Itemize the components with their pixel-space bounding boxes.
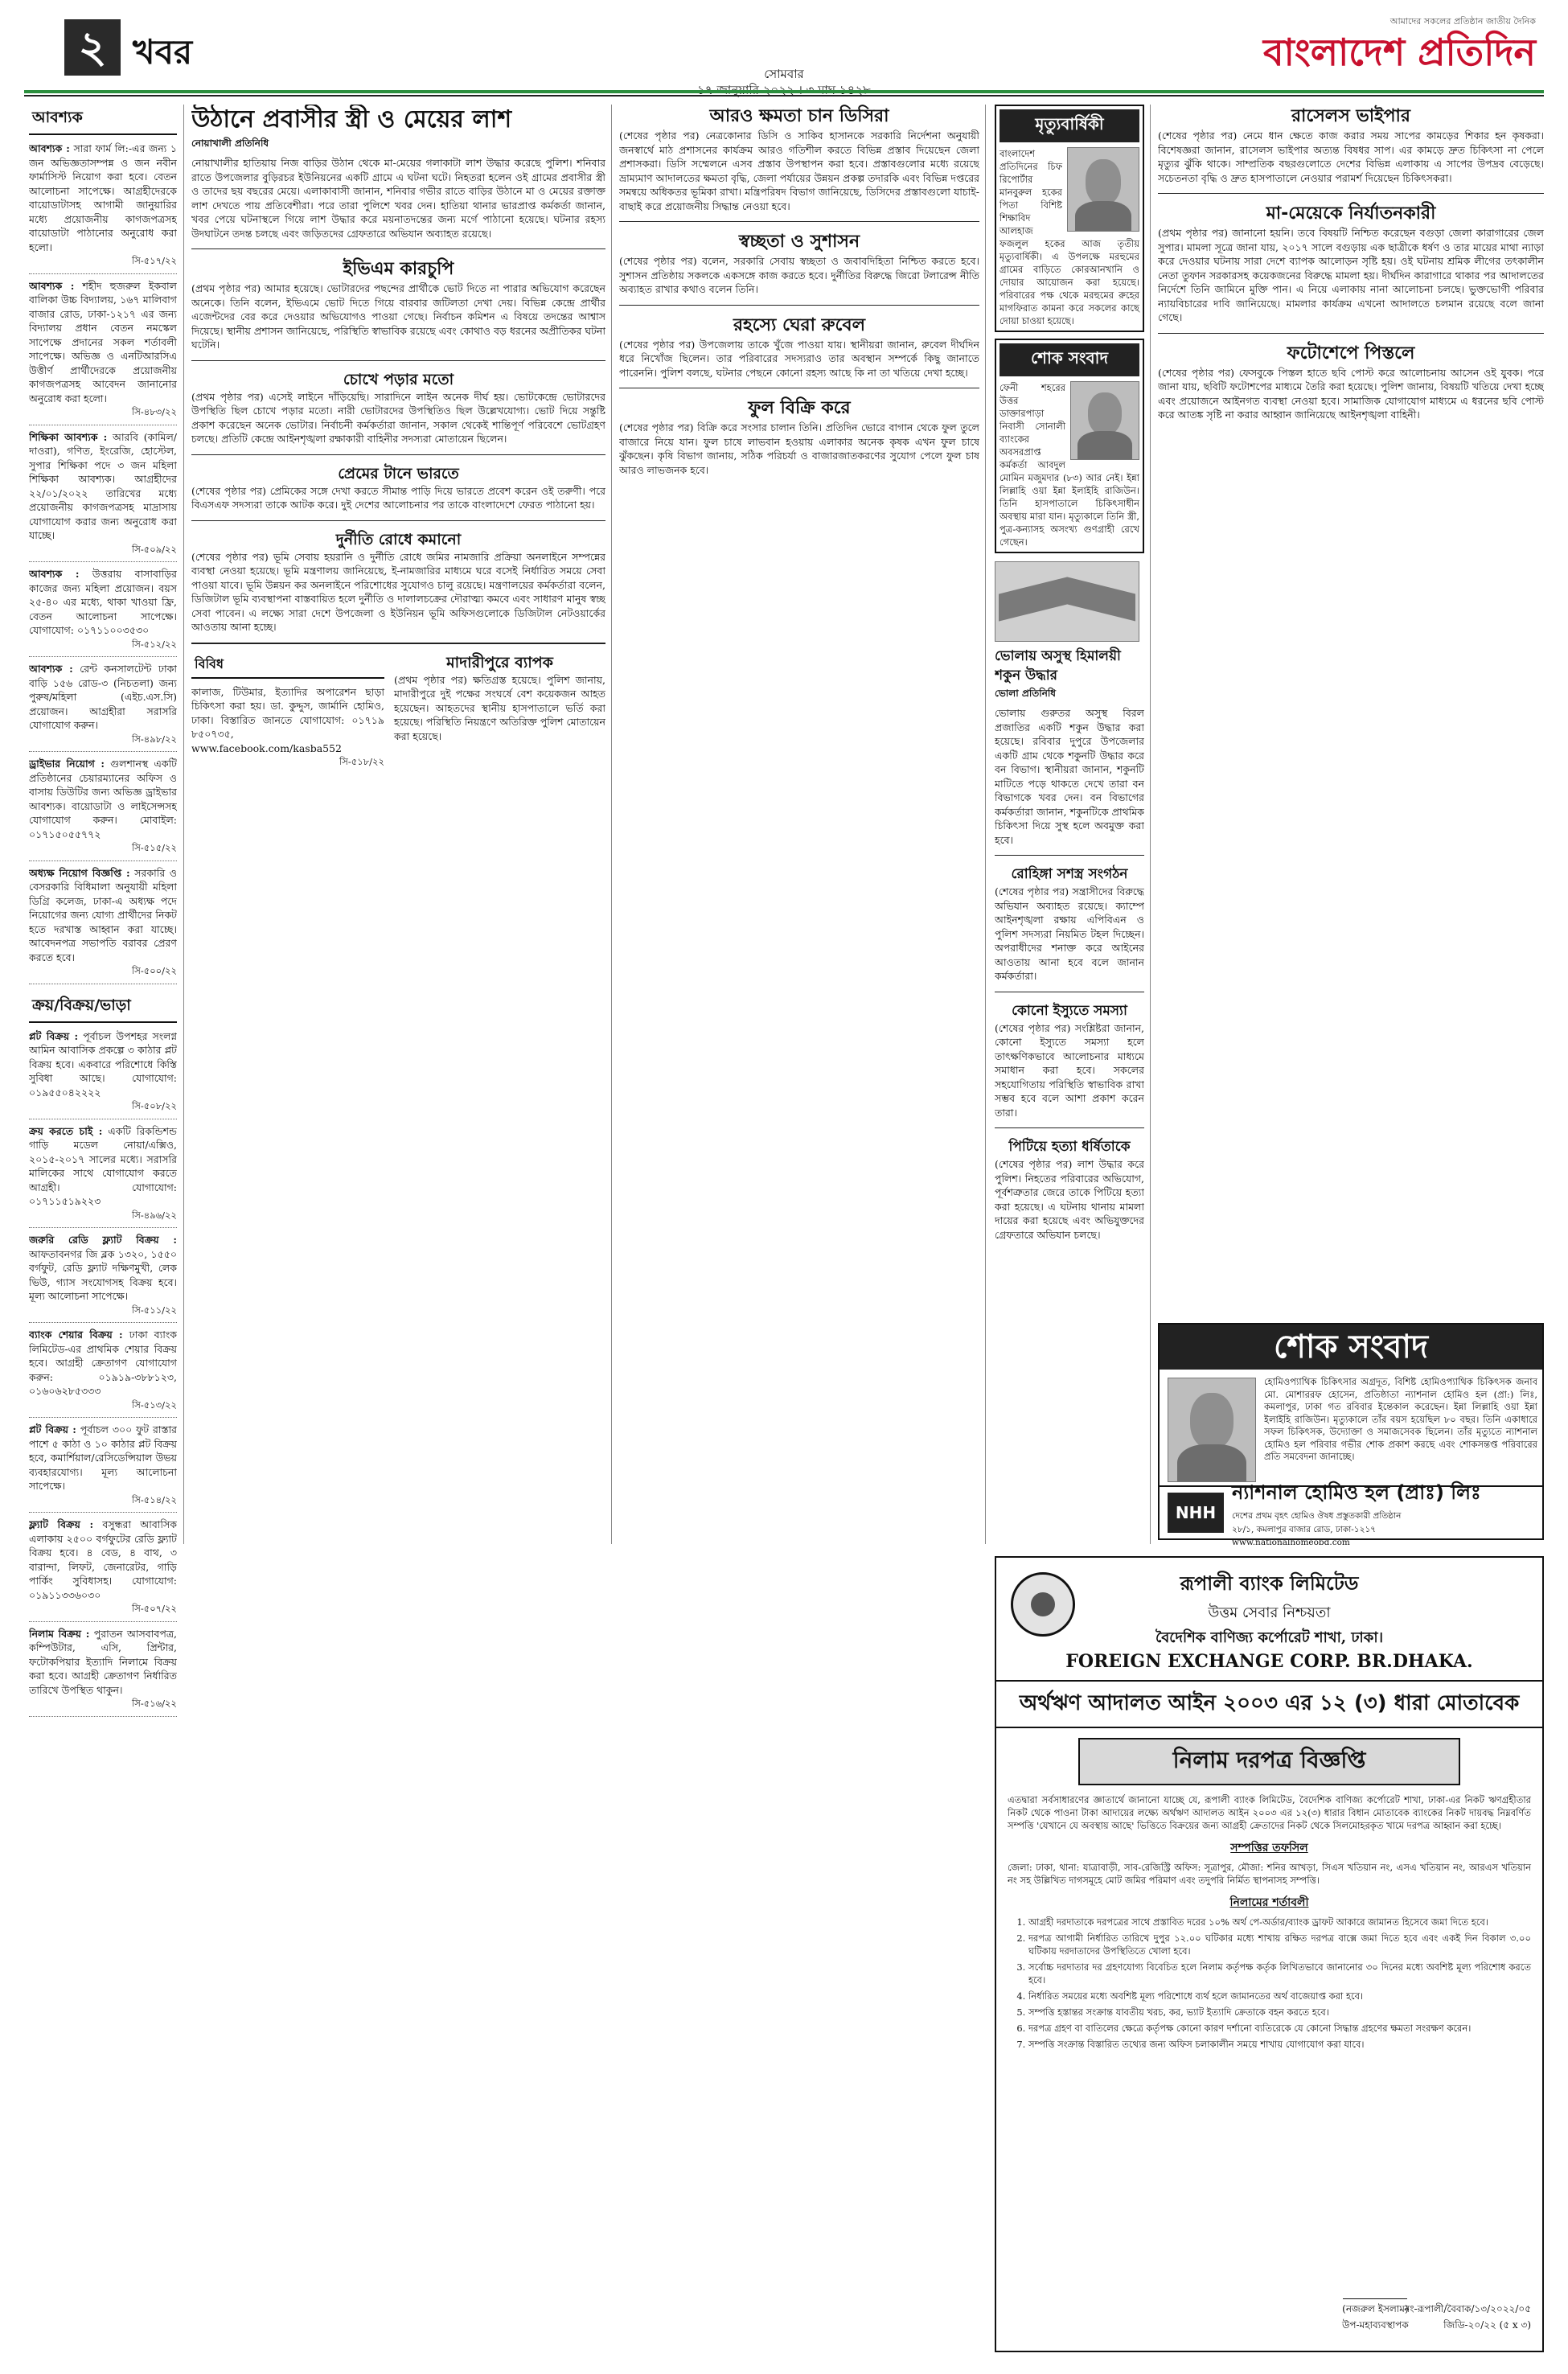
bank-branch: বৈদেশিক বাণিজ্য কর্পোরেট শাখা, ঢাকা।	[1155, 1629, 1384, 1646]
classified-ad-code: সি-৪৯৬/২২	[131, 1209, 177, 1221]
story-headline: দুর্নীতি রোধে কমানো	[335, 530, 462, 548]
column-two	[191, 105, 605, 2356]
condolence-text: ফেনী শহরের উত্তর ডাক্তারপাড়া নিবাসী সোনালী ব্যাংকের অবসরপ্রাপ্ত কর্মকর্তা আবদুল মোমিন মজুমদার (৮৩) আর নেই। ইন্না লিল্লাহি ওয়া ইন্না ইলাইহি রাজিউন। তিনি হাসপাতালে চিকিৎসাধীন অবস্থায় মারা যান। মৃত্যুকালে তিনি স্ত্রী, পুত্র-কন্যাসহ অসংখ্য গুণগ্রাহী রেখে গেছেন।	[999, 382, 1139, 548]
classified-ad-text: পুরাতন আসবাবপত্র, কম্পিউটার, এসি, প্রিন্টার, ফটোকপিয়ার ইত্যাদি নিলামে বিক্রয় করা হবে। আগ্রহী ক্রেতাগণ নির্ধারিত তারিখে উপস্থিত থাকুন।	[29, 1627, 177, 1696]
classified-ad-code: সি-৫০৯/২২	[131, 543, 177, 555]
classified-ad-text: গুলশানস্থ একটি প্রতিষ্ঠানের চেয়ারম্যানের অফিস ও বাসায় ডিউটির জন্য অভিজ্ঞ ড্রাইভার আবশ্যক। বায়োডাটা ও লাইসেন্সসহ যোগাযোগ করুন। মোবাইল: ০১৭১৫০৫৫৭৭২	[29, 758, 177, 840]
story-body: (শেষের পৃষ্ঠার পর) বিক্রি করে সংসার চালান তিনি। প্রতিদিন ভোরে বাগান থেকে ফুল তুলে বাজারে নিয়ে যান। ফুল চাষে লাভবান হওয়ায় এলাকার অনেক কৃষক এখন ফুল চাষে ঝুঁকছেন। কৃষি বিভাগ জানায়, সঠিক পরিচর্যা ও বাজারজাতকরণের সুযোগ পেলে ফুল চাষ আরও লাভজনক হবে।	[619, 421, 979, 476]
story-body: (শেষের পৃষ্ঠার পর) ফেসবুকে পিস্তল হাতে ছবি পোস্ট করে আলোচনায় আসেন ওই যুবক। পরে জানা যায়, ছবিটি ফটোশপের মাধ্যমে তৈরি করা হয়েছে। পুলিশ জানায়, বিষয়টি খতিয়ে দেখা হচ্ছে এবং প্রয়োজনে আইনগত ব্যবস্থা নেওয়া হবে। সামাজিক যোগাযোগ মাধ্যমে এ ধরনের ছবি পোস্ট করে আতঙ্ক সৃষ্টি না করার আহ্বান জানিয়েছে আইনশৃঙ্খলা বাহিনী।	[1158, 366, 1544, 421]
column-divider	[183, 105, 184, 1544]
masthead-tagline: আমাদের সকলের প্রতিষ্ঠান জাতীয় দৈনিক	[1389, 16, 1536, 27]
sale-list	[29, 1029, 177, 1717]
classified-ad-heading: জরুরি রেডি ফ্ল্যাট বিক্রয় :	[29, 1234, 177, 1246]
classified-ad-text: রেন্ট কনসালটেন্ট ঢাকা বাড়ি ১৫৬ রোড-৩ (নিচতলা) জন্য পুরুষ/মহিলা (এইচ.এস.সি) প্রয়োজন। আগ্রহীরা সরাসরি যোগাযোগ করুন।	[29, 663, 177, 731]
sale-heading: ক্রয়/বিক্রয়/ভাড়া	[29, 992, 177, 1023]
story-headline: রহস্যে ঘেরা রুবেল	[733, 314, 866, 335]
classified-ad-heading: আবশ্যক :	[29, 142, 70, 154]
classified-ad-text: পূর্বাচল ৩০০ ফুট রাস্তার পাশে ৫ কাঠা ও ১০ কাঠার প্লট বিক্রয় হবে, কমার্শিয়াল/রেসিডেন্সিয়াল উভয় ব্যবহারযোগ্য। মূল্য আলোচনা সাপেক্ষে।	[29, 1423, 177, 1492]
classified-ad-heading: প্লট বিক্রয় :	[29, 1423, 76, 1435]
company-address: ২৮/১, কমলাপুর বাজার রোড, ঢাকা-১২১৭	[1232, 1525, 1377, 1534]
classified-ad-text: আরবি (কামিল/দাওরা), গণিত, ইংরেজি, হোস্টেল, সুপার শিক্ষিকা পদে ৩ জন মহিলা শিক্ষিকা আবশ্যক। আগ্রহীদের ২২/০১/২০২২ তারিখের মধ্যে প্রয়োজনীয় কাগজপত্রসহ মাদ্রাসায় যোগাযোগ করার জন্য অনুরোধ করা যাচ্ছে।	[29, 430, 177, 541]
column-five-stories	[1158, 105, 1544, 422]
rule	[995, 1127, 1144, 1128]
column-three-stories	[619, 105, 979, 477]
classified-ad-code: সি-৫০০/২২	[131, 965, 177, 976]
story	[619, 388, 979, 477]
story	[619, 305, 979, 380]
classified-ad-text: আফতাবনগর জি ব্লক ১৩২০, ১৫৫০ বর্গফুট, রেডি ফ্ল্যাট দক্ষিণমুখী, লেক ভিউ, গ্যাস সংযোগসহ বিক্রয় হবে। মূল্য আলোচনা সাপেক্ষে।	[29, 1247, 177, 1302]
column-four	[995, 105, 1144, 1544]
classified-ad-code: সি-৫১২/২২	[131, 638, 177, 650]
section-title: খবর	[133, 32, 193, 72]
story	[1158, 193, 1544, 325]
company-subtitle: দেশের প্রথম বৃহৎ হোমিও ঔষধ প্রস্তুতকারী প্রতিষ্ঠান	[1232, 1511, 1402, 1521]
story-headline: ফটোশেপে পিস্তলে	[1287, 343, 1415, 363]
classified-ad-text: ঢাকা ব্যাংক লিমিটেড-এর প্রাথমিক শেয়ার বিক্রয় হবে। আগ্রহী ক্রেতাগণ যোগাযোগ করুন: ০১৯১৯-৩৮৮১২৩, ০১৬০৬২৮৫৩৩৩	[29, 1329, 177, 1397]
classified-ad-heading: ক্রয় করতে চাই :	[29, 1124, 103, 1137]
bank-branch-english: FOREIGN EXCHANGE CORP. BR.DHAKA.	[1065, 1651, 1473, 1672]
classified-ad-heading: শিক্ষিকা আবশ্যক :	[29, 430, 108, 443]
story-body: (প্রথম পৃষ্ঠার পর) এসেই লাইনে দাঁড়িয়েছি। সারাদিনে লাইন অনেক দীর্ঘ হয়। ভোটকেন্দ্রে ভোটারদের উপস্থিতি ছিল চোখে পড়ার মতো। নারী ভোটারদের উপস্থিতিও ছিল উল্লেখযোগ্য। ভোট দিয়ে সন্তুষ্টি প্রকাশ করেছেন অনেক ভোটার। নির্বাচনী কর্মকর্তারা জানান, সকাল থেকেই শান্তিপূর্ণ পরিবেশে ভোটগ্রহণ চলছে। প্রতিটি কেন্দ্রে আইনশৃঙ্খলা রক্ষাকারী বাহিনীর সদস্যরা মোতায়েন ছিলেন।	[191, 390, 605, 445]
auction-terms-list	[996, 1916, 1542, 2051]
story-body: (শেষের পৃষ্ঠার পর) ভূমি সেবায় হয়রানি ও দুর্নীতি রোধে জমির নামজারি প্রক্রিয়া অনলাইনে সম্পন্নের ব্যবস্থা নেওয়া হয়েছে। ভূমি মন্ত্রণালয় জানিয়েছে, ই-নামজারির মাধ্যমে ঘরে বসেই নির্ধারিত সময়ে সেবা পাওয়া যাবে। ভূমি উন্নয়ন কর অনলাইনে পরিশোধের সুযোগও চালু রয়েছে। মন্ত্রণালয়ের কর্মকর্তারা বলেন, ডিজিটাল ভূমি ব্যবস্থাপনা বাস্তবায়িত হলে দুর্নীতি ও দালালচক্রের দৌরাত্ম্য কমবে এবং সাধারণ মানুষ স্বচ্ছ সেবা পাবেন। এ লক্ষ্যে সারা দেশে উপজেলা ও ইউনিয়ন ভূমি অফিসগুলোকে ডিজিটাল নেটওয়ার্কের আওতায় আনা হচ্ছে।	[191, 550, 605, 633]
classified-ad-text: সরকারি ও বেসরকারি বিধিমালা অনুযায়ী মহিলা ডিগ্রি কলেজ, ঢাকা-এ অধ্যক্ষ পদে নিয়োগের জন্য যোগ্য প্রার্থীদের নিকট হতে দরখাস্ত আহ্বান করা যাচ্ছে। আবেদনপত্র সভাপতি বরাবর প্রেরণ করতে হবে।	[29, 866, 177, 963]
auction-intro: এতদ্বারা সর্বসাধারণের জ্ঞাতার্থে জানানো যাচ্ছে যে, রূপালী ব্যাংক লিমিটেড, বৈদেশিক বাণিজ্য কর্পোরেট শাখা, ঢাকা-এর নিকট ঋণগ্রহীতার নিকট থেকে পাওনা টাকা আদায়ের লক্ষ্যে অর্থঋণ আদালত আইন ২০০৩ এর ১২(৩) ধারার বিধান মোতাবেক ব্যাংকের নিকট দায়বদ্ধ নিম্নবর্ণিত সম্পত্তি 'যেখানে যে অবস্থায় আছে' ভিত্তিতে বিক্রয়ের জন্য আগ্রহী ক্রেতাদের নিকট থেকে সিলমোহরকৃত খামে দরপত্র আহ্বান করা হচ্ছে।	[1008, 1794, 1531, 1831]
notice-reference	[1404, 2302, 1531, 2335]
classified-ad	[29, 279, 177, 425]
auction-term: 5. সম্পত্তি হস্তান্তর সংক্রান্ত যাবতীয় খরচ, কর, ভ্যাট ইত্যাদি ক্রেতাকে বহন করতে হবে।	[1028, 2006, 1531, 2019]
classified-ad	[29, 662, 177, 752]
classified-ad-text: উত্তরায় বাসাবাড়ির কাজের জন্য মহিলা প্রয়োজন। বয়স ২৫-৪০ এর মধ্যে, থাকা খাওয়া ফ্রি, বেতন আলোচনা সাপেক্ষে। যোগাযোগ: ০১৭১১০০৩৫৩০	[29, 568, 177, 636]
classified-ad	[29, 1518, 177, 1622]
bank-header	[996, 1558, 1542, 1672]
story-headline: মা-মেয়েকে নির্যাতনকারী	[1266, 203, 1436, 224]
misc-story	[394, 652, 605, 771]
lead-headline: উঠানে প্রবাসীর স্ত্রী ও মেয়ের লাশ	[191, 105, 512, 133]
story-headline: প্রেমের টানে ভারতে	[338, 464, 459, 483]
page-number: ২	[64, 19, 121, 76]
obituary-box	[995, 105, 1144, 332]
notice-ref-number: নং-রূপালী/বৈবাক/১৩/২০২২/০৫	[1404, 2303, 1531, 2314]
bank-auction-notice	[995, 1556, 1544, 2352]
auction-term: 1. আগ্রহী দরদাতাকে দরপত্রের সাথে প্রস্তাবিত দরের ১০% অর্থ পে-অর্ডার/ব্যাংক ড্রাফট আকারে জামানত হিসেবে জমা দিতে হবে।	[1028, 1916, 1531, 1928]
classified-ad-code: সি-৫০৭/২২	[131, 1603, 177, 1614]
classified-ad-heading: ফ্ল্যাট বিক্রয় :	[29, 1518, 94, 1530]
story-headline: ইভিএম কারচুপি	[343, 259, 454, 279]
lead-byline: নোয়াখালী প্রতিনিধি	[191, 138, 269, 149]
condolence-box	[995, 339, 1144, 553]
classified-ad	[29, 866, 177, 984]
story-body: (শেষের পৃষ্ঠার পর) নেমে ধান ক্ষেতে কাজ করার সময় সাপের কামড়ের শিকার হন কৃষকরা। বিশেষজ্ঞরা জানান, রাসেলস ভাইপার অত্যন্ত বিষধর সাপ। এর কামড়ে দ্রুত চিকিৎসা না পেলে মৃত্যুর ঝুঁকি থাকে। সাম্প্রতিক বছরগুলোতে দেশের বিভিন্ন এলাকায় এ সাপের উপদ্রব বেড়েছে। সচেতনতা বৃদ্ধি ও দ্রুত হাসপাতালে নেওয়ার পরামর্শ দিয়েছেন চিকিৎসকরা।	[1158, 129, 1544, 184]
auction-notice-title: নিলাম দরপত্র বিজ্ঞপ্তি	[1078, 1738, 1460, 1785]
classified-ad-heading: অধ্যক্ষ নিয়োগ বিজ্ঞপ্তি :	[29, 866, 130, 879]
story-headline: আরও ক্ষমতা চান ডিসিরা	[709, 106, 889, 126]
classified-list	[29, 142, 177, 984]
masthead	[1263, 14, 1536, 75]
classified-ad	[29, 430, 177, 563]
column-divider	[1150, 105, 1151, 1544]
story-body: (শেষের পৃষ্ঠার পর) নেত্রকোনার ডিসি ও সাকিব হাসানকে সরকারি নির্দেশনা অনুযায়ী জনস্বার্থে মাঠ প্রশাসনের কার্যক্রম আরও গতিশীল করতে বিভিন্ন প্রস্তাব দিয়েছেন জেলা প্রশাসকরা। ডিসি সম্মেলনে এসব প্রস্তাব উপস্থাপন করা হবে। প্রস্তাবগুলোর মধ্যে রয়েছে ভ্রাম্যমাণ আদালতের ক্ষমতা বৃদ্ধি, জেলা পর্যায়ের উন্নয়ন প্রকল্প তদারকি এবং বিভিন্ন দপ্তরের সমন্বয়ে অধিকতর ভূমিকা রাখা। মন্ত্রিপরিষদ বিভাগ জানিয়েছে, ডিসিদের প্রস্তাবগুলো যাচাই-বাছাই করে প্রয়োজনীয় সিদ্ধান্ত নেওয়া হবে।	[619, 129, 979, 212]
column-five	[1158, 105, 1544, 1311]
property-schedule-text: জেলা: ঢাকা, থানা: যাত্রাবাড়ী, সাব-রেজিস্ট্রি অফিস: সূত্রাপুর, মৌজা: শনির আখড়া, সিএস খতিয়ান নং, এসএ খতিয়ান নং, আরএস খতিয়ান নং সহ উল্লিখিত দাগসমূহে মোট জমির পরিমাণ এবং তদুপরি নির্মিত স্থাপনাসহ সম্পত্তি।	[1008, 1862, 1531, 1886]
obituary-text: বাংলাদেশ প্রতিদিনের চিফ রিপোর্টার মানবুরুল হকের পিতা বিশিষ্ট শিক্ষাবিদ আলহাজ ফজলুল হকের আজ তৃতীয় মৃত্যুবার্ষিকী। এ উপলক্ষে মরহুমের গ্রামের বাড়িতে কোরআনখানি ও দোয়ার আয়োজন করা হয়েছে। পরিবারের পক্ষ থেকে মরহুমের রুহের মাগফিরাত কামনা করে সকলের কাছে দোয়া চাওয়া হয়েছে।	[999, 148, 1139, 327]
company-name: ন্যাশনাল হোমিও হল (প্রাঃ) লিঃ	[1232, 1481, 1481, 1504]
day: সোমবার	[764, 67, 804, 81]
signer-name: (নজরুল ইসলাম)	[1342, 2303, 1409, 2314]
story-headline: রাসেলস ভাইপার	[1291, 106, 1411, 126]
classified-ad-text: একটি রিকন্ডিশন্ড গাড়ি মডেল নোয়া/এক্সিও, ২০১৫-২০১৭ সালের মধ্যে। সরাসরি মালিকের সাথে যোগাযোগ করতে আগ্রহী। যোগাযোগ: ০১৭১১৫১৯২২৩	[29, 1124, 177, 1207]
problem-body: (শেষের পৃষ্ঠার পর) সংশ্লিষ্টরা জানান, কোনো ইস্যুতে সমস্যা হলে তাৎক্ষণিকভাবে আলোচনার মাধ্যমে সমাধান করা হবে। সকলের সহযোগিতায় পরিস্থিতি স্বাভাবিক রাখা সম্ভব হবে বলে আশা প্রকাশ করেন তারা।	[995, 1021, 1144, 1119]
classified-ad-heading: আবশ্যক :	[29, 279, 75, 292]
vulture-byline: ভোলা প্রতিনিধি	[995, 688, 1057, 699]
classified-ad-text: শহীদ হুজরুল ইকবাল বালিকা উচ্চ বিদ্যালয়, ১৬৭ মালিবাগ বাজার রোড, ঢাকা-১২১৭ এর জন্য বিদ্যালয় প্রধান বেতন নমস্কেল সাপেক্ষে প্রদানের সকল শর্তাবলী সাপেক্ষে। অভিজ্ঞ ও এনটিআরসিএ উত্তীর্ণ প্রার্থীদেরকে প্রয়োজনীয় কাগজপত্রসহ আবেদন জানানোর অনুরোধ করা হলো।	[29, 279, 177, 405]
signature-scribble	[1343, 2280, 1407, 2299]
classified-ad-heading: ব্যাংক শেয়ার বিক্রয় :	[29, 1329, 123, 1341]
classified-ad	[29, 1328, 177, 1418]
story	[1158, 105, 1544, 185]
vulture-body: ভোলায় গুরুতর অসুস্থ বিরল প্রজাতির একটি শকুন উদ্ধার করা হয়েছে। রবিবার দুপুরে উপজেলার একটি গ্রাম থেকে শকুনটি উদ্ধার করে বন বিভাগ। স্থানীয়রা জানান, শকুনটি মাটিতে পড়ে থাকতে দেখে তারা বন বিভাগকে খবর দেন। বন বিভাগের কর্মকর্তারা জানান, শকুনটিকে প্রাথমিক চিকিৎসা দিয়ে সুস্থ হলে অবমুক্ত করা হবে।	[995, 707, 1144, 846]
property-schedule-heading: সম্পত্তির তফসিল	[1230, 1842, 1308, 1854]
beaten-body: (শেষের পৃষ্ঠার পর) লাশ উদ্ধার করে পুলিশ। নিহতের পরিবারের অভিযোগ, পূর্বশত্রুতার জেরে তাকে পিটিয়ে হত্যা করা হয়েছে। এ ঘটনায় থানায় মামলা দায়ের করা হয়েছে এবং অভিযুক্তদের গ্রেফতারে অভিযান চলছে।	[995, 1158, 1144, 1241]
auction-term: 3. সর্বোচ্চ দরদাতার দর গ্রহণযোগ্য বিবেচিত হলে নিলাম কর্তৃপক্ষ কর্তৃক লিখিতভাবে জানানোর ৩০ দিনের মধ্যে অবশিষ্ট মূল্য পরিশোধ করতে হবে।	[1028, 1961, 1531, 1986]
notice-ref-code: জিডি-২০/২২ (৫ x ৩)	[1443, 2319, 1531, 2331]
condolence-ad-photo	[1168, 1378, 1256, 1482]
story	[1158, 333, 1544, 422]
company-info	[1232, 1478, 1481, 1547]
bank-law-reference: অর্থঋণ আদালত আইন ২০০৩ এর ১২ (৩) ধারা মোতাবেক	[996, 1680, 1542, 1728]
obituary-heading: মৃত্যুবার্ষিকী	[999, 109, 1139, 142]
condolence-photo	[1070, 381, 1139, 460]
story-headline: চোখে পড়ার মতো	[343, 370, 454, 388]
rohingya-body: (শেষের পৃষ্ঠার পর) সন্ত্রাসীদের বিরুদ্ধে অভিযান অব্যাহত রয়েছে। ক্যাম্পে আইনশৃঙ্খলা রক্ষায় এপিবিএন ও পুলিশ সদস্যরা নিয়মিত টহল দিচ্ছেন। অপরাধীদের শনাক্ত করে আইনের আওতায় আনা হবে বলে জানান কর্মকর্তারা।	[995, 885, 1144, 982]
header-rule	[24, 90, 1544, 93]
obituary-photo	[1067, 147, 1139, 232]
story	[191, 454, 605, 512]
classifieds-column	[29, 105, 177, 2356]
bank-tagline: উত্তম সেবার নিশ্চয়তা	[1208, 1604, 1331, 1621]
classified-ad-code: সি-৫১৬/২২	[131, 1698, 177, 1709]
story	[191, 520, 605, 635]
rohingya-headline: রোহিঙ্গা সশস্ত্র সংগঠন	[1011, 866, 1128, 882]
classified-heading: আবশ্যক	[29, 105, 177, 135]
story-body: (শেষের পৃষ্ঠার পর) প্রেমিকের সঙ্গে দেখা করতে সীমান্ত পাড়ি দিয়ে ভারতে প্রবেশ করেন ওই তরুণী। পরে বিএসএফ সদস্যরা তাকে আটক করে। দুই দেশের আলোচনার পর তাকে বাংলাদেশে ফেরত পাঠানো হয়।	[191, 484, 605, 511]
auction-term: 7. সম্পত্তি সংক্রান্ত বিস্তারিত তথ্যের জন্য অফিস চলাকালীন সময়ে শাখায় যোগাযোগ করা যাবে।	[1028, 2038, 1531, 2051]
rule	[191, 248, 605, 249]
beaten-headline: পিটিয়ে হত্যা ধর্ষিতাকে	[1008, 1139, 1131, 1155]
condolence-ad-title: শোক সংবাদ	[1160, 1325, 1542, 1370]
auction-terms-heading: নিলামের শর্তাবলী	[1229, 1896, 1309, 1909]
column-divider	[611, 105, 612, 1544]
classified-ad-code: সি-৫০৮/২২	[131, 1100, 177, 1111]
rule	[619, 305, 979, 306]
rule	[191, 360, 605, 361]
story	[619, 105, 979, 213]
rule	[191, 520, 605, 521]
auction-term: 6. দরপত্র গ্রহণ বা বাতিলের ক্ষেত্রে কর্তৃপক্ষ কোনো কারণ দর্শানো ব্যতিরেকে যে কোনো সিদ্ধান্ত গ্রহণের ক্ষমতা সংরক্ষণ করেন।	[1028, 2022, 1531, 2035]
column-divider	[985, 105, 986, 1544]
story-body: (শেষের পৃষ্ঠার পর) উপজেলায় তাকে খুঁজে পাওয়া যায়। স্থানীয়রা জানান, রুবেল দীর্ঘদিন ধরে নিখোঁজ ছিলেন। তার পরিবারের সদস্যরাও তার অবস্থান সম্পর্কে কিছু জানাতে পারেননি। পুলিশ বলছে, ঘটনার পেছনে কোনো রহস্য আছে কি না তা খতিয়ে দেখা হচ্ছে।	[619, 338, 979, 379]
classified-ad	[29, 142, 177, 274]
classified-ad-heading: আবশ্যক :	[29, 568, 80, 580]
classified-ad-heading: আবশ্যক :	[29, 663, 73, 675]
classified-ad	[29, 567, 177, 657]
story-body: (শেষের পৃষ্ঠার পর) বলেন, সরকারি সেবায় স্বচ্ছতা ও জবাবদিহিতা নিশ্চিত করতে হবে। সুশাসন প্রতিষ্ঠায় সকলকে একসঙ্গে কাজ করতে হবে। দুর্নীতির বিরুদ্ধে জিরো টলারেন্স নীতি অব্যাহত রাখার কথাও বলেন তিনি।	[619, 255, 979, 295]
auction-term: 4. নির্ধারিত সময়ের মধ্যে অবশিষ্ট মূল্য পরিশোধে ব্যর্থ হলে জামানতের অর্থ বাজেয়াপ্ত করা হবে।	[1028, 1990, 1531, 2002]
classified-ad	[29, 1029, 177, 1119]
vulture-photo	[995, 561, 1139, 642]
story	[191, 360, 605, 446]
rule	[1158, 193, 1544, 194]
auction-term: 2. দরপত্র আগামী নির্ধারিত তারিখে দুপুর ১২.০০ ঘটিকার মধ্যে শাখায় রক্ষিত দরপত্র বাক্সে জমা দিতে হবে এবং একই দিন বিকাল ৩.০০ ঘটিকায় দরদাতাদের উপস্থিতিতে খোলা হবে।	[1028, 1932, 1531, 1957]
classified-ad	[29, 757, 177, 861]
story-body: (প্রথম পৃষ্ঠার পর) আমার হয়েছে। ভোটারদের পছন্দের প্রার্থীকে ভোট দিতে না পারার অভিযোগ করেছেন অনেকে। তিনি বলেন, ইভিএমে ভোট দিতে গিয়ে বারবার জটিলতা দেখা দেয়। বিভিন্ন কেন্দ্রে প্রার্থীর এজেন্টদের বের করে দেওয়ার অভিযোগও পাওয়া গেছে। নির্বাচন কমিশন এ বিষয়ে তদন্তের আশ্বাস দিয়েছে। স্থানীয় প্রশাসন জানিয়েছে, পরিস্থিতি স্বাভাবিক রয়েছে এবং কোথাও বড় ধরনের অপ্রীতিকর ঘটনা ঘটেনি।	[191, 282, 605, 351]
classified-ad-heading: ড্রাইভার নিয়োগ :	[29, 758, 105, 770]
signature-block	[1342, 2280, 1409, 2335]
signer-title: উপ-মহাব্যবস্থাপক	[1342, 2319, 1409, 2331]
rule	[191, 643, 605, 644]
classified-ad	[29, 1627, 177, 1717]
story-headline: স্বচ্ছতা ও সুশাসন	[738, 232, 860, 252]
classified-ad-text: পূর্বাচল উপশহর সংলগ্ন আমিন আবাসিক প্রকল্পে ৩ কাঠার প্লট বিক্রয় হবে। একবারে পরিশোধে কিস্তি সুবিধা আছে। যোগাযোগ: ০১৯৫৫০৪২২২২	[29, 1029, 177, 1099]
rule	[995, 855, 1144, 856]
masthead-name: বাংলাদেশ প্রতিদিন	[1262, 31, 1536, 74]
vulture-headline: ভোলায় অসুস্থ হিমালয়ী শকুন উদ্ধার	[995, 648, 1121, 684]
bank-logo-icon	[1011, 1572, 1075, 1637]
story-headline: মাদারীপুরে ব্যাপক	[446, 653, 553, 672]
classified-ad-code: সি-৫১৫/২২	[132, 842, 177, 853]
classified-ad-heading: প্লট বিক্রয় :	[29, 1029, 79, 1042]
story-headline: ফুল বিক্রি করে	[748, 398, 851, 418]
classified-ad-code: সি-৫১৭/২২	[131, 255, 177, 266]
company-website[interactable]: www.nationalhomeobd.com	[1232, 1538, 1350, 1547]
misc-ad	[191, 652, 384, 771]
column-three	[619, 105, 979, 2356]
company-logo: NHH	[1168, 1493, 1224, 1533]
lead-body: নোয়াখালীর হাতিয়ায় নিজ বাড়ির উঠান থেকে মা-মেয়ের গলাকাটা লাশ উদ্ধার করেছে পুলিশ। শনিবার রাতে উপজেলার বুড়িরচর ইউনিয়নের একটি গ্রামে এ ঘটনা ঘটে। নিহতরা হলেন ওই গ্রামের প্রবাসীর স্ত্রী ও তাদের ছয় বছরের মেয়ে। এলাকাবাসী জানান, শনিবার গভীর রাতে বাড়ির উঠানে মা ও মেয়ের রক্তাক্ত লাশ দেখতে পায় প্রতিবেশীরা। পরে তারা পুলিশে খবর দেন। হাতিয়া থানার ভারপ্রাপ্ত কর্মকর্তা জানান, খবর পেয়ে ঘটনাস্থলে গিয়ে লাশ উদ্ধার করে ময়নাতদন্তের জন্য মর্গে পাঠানো হয়েছে। ঘটনার রহস্য উদঘাটনে তদন্ত চলছে এবং জড়িতদের গ্রেফতারে অভিযান অব্যাহত রয়েছে।	[191, 157, 605, 240]
story-body: (প্রথম পৃষ্ঠার পর) জানানো হয়নি। তবে বিষয়টি নিশ্চিত করেছেন বগুড়া জেলা কারাগারের জেল সুপার। মামলা সূত্রে জানা যায়, ২০১৭ সালে বগুড়ায় এক ছাত্রীকে ধর্ষণ ও তার মায়ের মাথা ন্যাড়া করে দেওয়ার ঘটনায় সারা দেশে ব্যাপক আলোড়ন সৃষ্টি হয়। ওই ঘটনায় শ্রমিক লীগের তৎকালীন নেতা তুফান সরকারসহ কয়েকজনের বিরুদ্ধে মামলা হয়। দীর্ঘদিন কারাগারে থাকার পর আদালতের নির্দেশে তিনি জামিনে মুক্তি পান। এ নিয়ে এলাকায় নানা আলোচনা চলছে। ভুক্তভোগী পরিবার ন্যায়বিচারের দাবি জানিয়েছে। মামলার কার্যক্রম এখনো আদালতে চলমান রয়েছে বলে জানা গেছে।	[1158, 227, 1544, 323]
misc-text: কালাজ, টিউমার, ইত্যাদির অপারেশন ছাড়া চিকিৎসা করা হয়। ডা. কুদ্দুস, জার্মানি হোমিও, ঢাকা। বিস্তারিত জানতে যোগাযোগ: ০১৭১৯ ৮৫০৭৩৫, www.facebook.com/kasba552	[191, 685, 384, 754]
rule	[191, 454, 605, 455]
classified-ad	[29, 1124, 177, 1229]
classified-ad-code: সি-৫১১/২২	[132, 1304, 177, 1316]
page-header	[24, 8, 1544, 97]
condolence-heading: শোক সংবাদ	[999, 343, 1139, 376]
problem-headline: কোনো ইস্যুতে সমস্যা	[1012, 1002, 1127, 1019]
story	[619, 221, 979, 297]
condolence-ad-text: হোমিওপ্যাথিক চিকিৎসার অগ্রদূত, বিশিষ্ট হোমিওপ্যাথিক চিকিৎসক জনাব মো. মোশাররফ হোসেন, প্রতিষ্ঠাতা ন্যাশনাল হোমিও হল (প্রা:) লিঃ, কমলাপুর, ঢাকা গত রবিবার ইন্তেকাল করেছেন। ইন্না লিল্লাহি ওয়া ইন্না ইলাইহি রাজিউন। মৃত্যুকালে তাঁর বয়স হয়েছিল ৮০ বছর। তিনি একাধারে সফল চিকিৎসক, উদ্যোক্তা ও সমাজসেবক ছিলেন। তাঁর মৃত্যুতে ন্যাশনাল হোমিও হল পরিবার গভীর শোক প্রকাশ করছে এবং শোকসন্তপ্ত পরিবারের প্রতি সমবেদনা জানাচ্ছে।	[1264, 1376, 1537, 1462]
column-two-stories	[191, 257, 605, 635]
story-body: (প্রথম পৃষ্ঠার পর) ক্ষতিগ্রস্ত হয়েছে। পুলিশ জানায়, মাদারীপুরে দুই পক্ষের সংঘর্ষে বেশ কয়েকজন আহত হয়েছেন। আহতদের স্থানীয় হাসপাতালে ভর্তি করা হয়েছে। পরিস্থিতি নিয়ন্ত্রণে অতিরিক্ত পুলিশ মোতায়েন করা হয়েছে।	[394, 673, 605, 742]
header-rule-thin	[24, 95, 1544, 97]
misc-box	[191, 652, 605, 771]
classified-ad-text: বসুন্ধরা আবাসিক এলাকায় ২৫০০ বর্গফুটের রেডি ফ্ল্যাট বিক্রয় হবে। ৪ বেড, ৪ বাথ, ৩ বারান্দা, লিফট, জেনারেটর, গাড়ি পার্কিং সুবিধাসহ। যোগাযোগ: ০১৯১১৩৩৬০৩০	[29, 1518, 177, 1601]
rule	[1158, 333, 1544, 334]
misc-heading: বিবিধ	[191, 652, 384, 679]
misc-code: সি-৫১৮/২২	[339, 756, 384, 767]
classified-ad-code: সি-৫১৪/২২	[132, 1493, 177, 1505]
condolence-ad	[1158, 1323, 1544, 1547]
classified-ad-code: সি-৪৮৩/২২	[131, 406, 177, 417]
classified-ad-heading: নিলাম বিক্রয় :	[29, 1627, 90, 1640]
story	[191, 257, 605, 352]
rule	[619, 221, 979, 222]
classified-ad-text: সারা ফার্ম লি:-এর জন্য ১ জন অভিজ্ঞতাসম্পন্ন ও জন নবীন ফার্মাসিস্ট নিয়োগ করা হবে। বেতন আলোচনা সাপেক্ষে। আগ্রহীদেরকে বায়োডাটাসহ আগামী জানুয়ারির মধ্যে প্রয়োজনীয় কাগজপত্রসহ বায়োডাটা পাঠানোর অনুরোধ করা হলো।	[29, 142, 177, 253]
classified-ad-code: সি-৪৯৮/২২	[132, 733, 177, 745]
bank-name: রূপালী ব্যাংক লিমিটেড	[1180, 1572, 1359, 1595]
classified-ad-code: সি-৫১৩/২২	[131, 1399, 177, 1411]
classified-ad	[29, 1233, 177, 1323]
classified-ad	[29, 1423, 177, 1513]
company-footer	[1160, 1481, 1542, 1547]
